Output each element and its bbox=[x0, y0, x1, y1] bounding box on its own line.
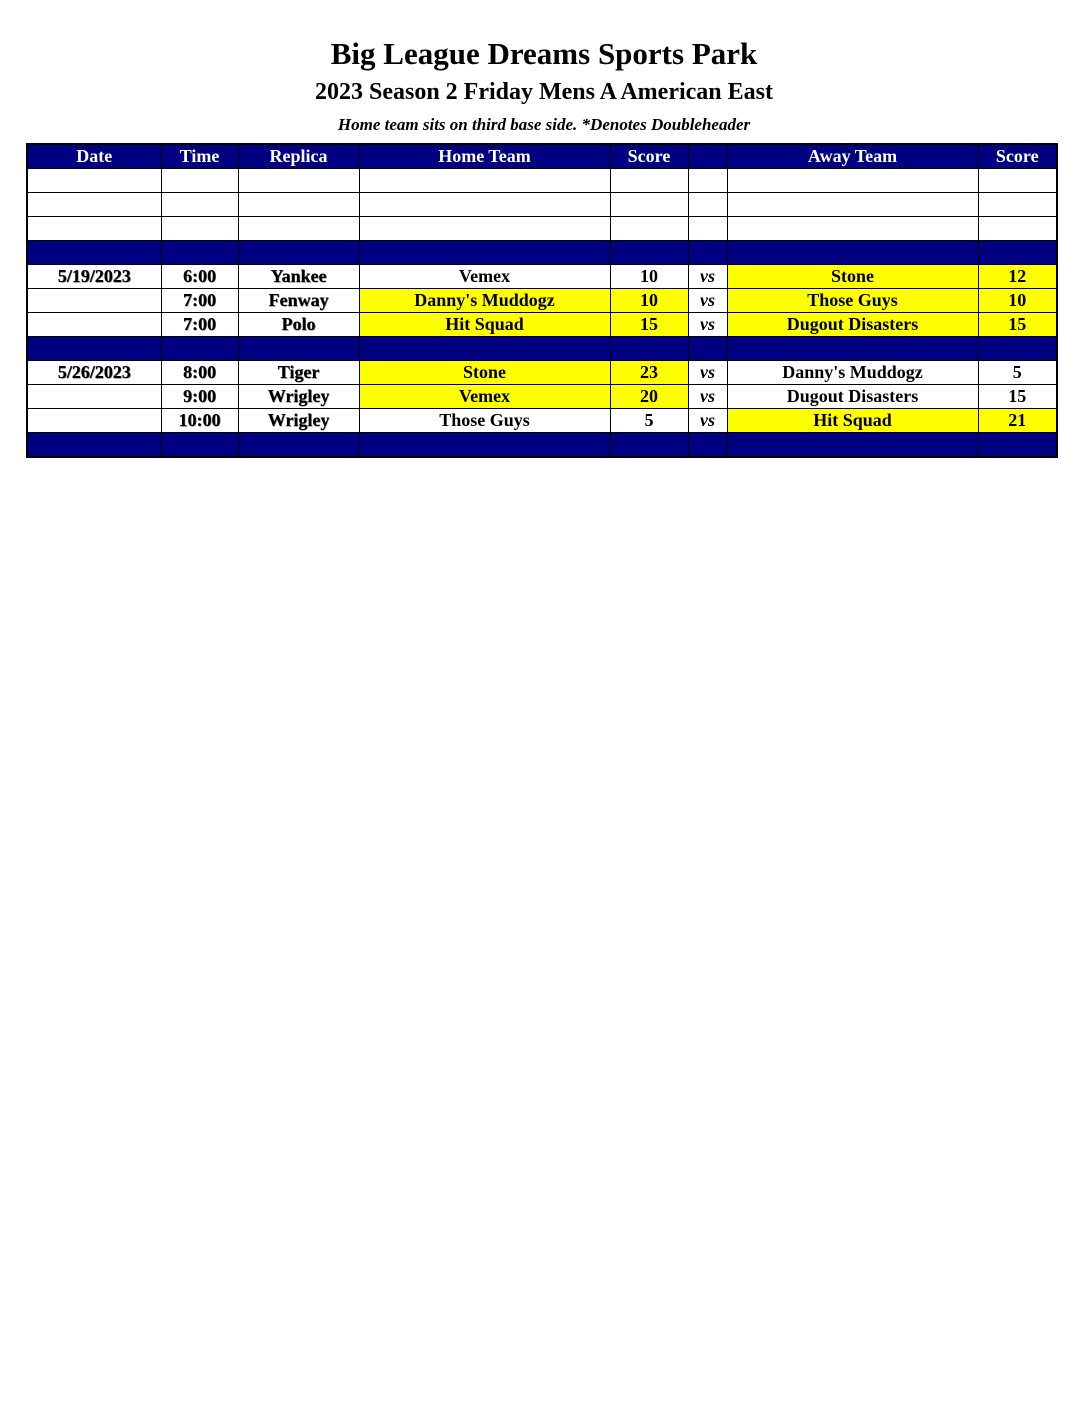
game-replica: Fenway bbox=[238, 289, 359, 313]
home-score: 5 bbox=[610, 409, 688, 433]
game-time: 7:00 bbox=[161, 313, 238, 337]
column-header-away-team: Away Team bbox=[727, 144, 978, 169]
away-score: 12 bbox=[978, 265, 1057, 289]
away-team: Danny's Muddogz bbox=[727, 361, 978, 385]
game-replica: Wrigley bbox=[238, 385, 359, 409]
home-team: Danny's Muddogz bbox=[359, 289, 610, 313]
home-team: Vemex bbox=[359, 385, 610, 409]
home-team: Stone bbox=[359, 361, 610, 385]
vs-label: vs bbox=[688, 385, 727, 409]
vs-label: vs bbox=[688, 361, 727, 385]
game-row bbox=[27, 265, 1057, 289]
schedule-table bbox=[26, 143, 1058, 458]
away-score: 21 bbox=[978, 409, 1057, 433]
away-team: Dugout Disasters bbox=[727, 385, 978, 409]
game-time: 7:00 bbox=[161, 289, 238, 313]
vs-label: vs bbox=[688, 265, 727, 289]
game-date bbox=[27, 409, 161, 433]
game-date: 5/26/2023 bbox=[27, 361, 161, 385]
vs-label: vs bbox=[688, 313, 727, 337]
separator-row bbox=[27, 433, 1057, 458]
column-header-vs bbox=[688, 144, 727, 169]
game-time: 10:00 bbox=[161, 409, 238, 433]
home-score: 15 bbox=[610, 313, 688, 337]
column-header-replica: Replica bbox=[238, 144, 359, 169]
game-date bbox=[27, 313, 161, 337]
game-time: 6:00 bbox=[161, 265, 238, 289]
schedule-subtitle: 2023 Season 2 Friday Mens A American East bbox=[314, 79, 773, 105]
game-row bbox=[27, 313, 1057, 337]
empty-row bbox=[27, 193, 1057, 217]
column-header-home-team: Home Team bbox=[359, 144, 610, 169]
game-date bbox=[27, 289, 161, 313]
away-score: 15 bbox=[978, 385, 1057, 409]
home-score: 10 bbox=[610, 265, 688, 289]
empty-row bbox=[27, 217, 1057, 241]
home-team: Those Guys bbox=[359, 409, 610, 433]
column-header-time: Time bbox=[161, 144, 238, 169]
game-row bbox=[27, 289, 1057, 313]
separator-row bbox=[27, 241, 1057, 265]
game-row bbox=[27, 385, 1057, 409]
away-score: 15 bbox=[978, 313, 1057, 337]
home-team: Hit Squad bbox=[359, 313, 610, 337]
away-team: Those Guys bbox=[727, 289, 978, 313]
home-score: 20 bbox=[610, 385, 688, 409]
game-replica: Polo bbox=[238, 313, 359, 337]
game-time: 8:00 bbox=[161, 361, 238, 385]
home-score: 10 bbox=[610, 289, 688, 313]
home-team: Vemex bbox=[359, 265, 610, 289]
game-replica: Tiger bbox=[238, 361, 359, 385]
away-score: 5 bbox=[978, 361, 1057, 385]
schedule-note: Home team sits on third base side. *Denotes Doubleheader bbox=[337, 115, 751, 134]
game-row bbox=[27, 361, 1057, 385]
home-score: 23 bbox=[610, 361, 688, 385]
column-header-date: Date bbox=[27, 144, 161, 169]
table-header-row bbox=[27, 144, 1057, 169]
page-title: Big League Dreams Sports Park bbox=[330, 36, 758, 71]
game-replica: Yankee bbox=[238, 265, 359, 289]
empty-row bbox=[27, 169, 1057, 193]
away-score: 10 bbox=[978, 289, 1057, 313]
vs-label: vs bbox=[688, 289, 727, 313]
game-time: 9:00 bbox=[161, 385, 238, 409]
vs-label: vs bbox=[688, 409, 727, 433]
game-date bbox=[27, 385, 161, 409]
away-team: Dugout Disasters bbox=[727, 313, 978, 337]
game-date: 5/19/2023 bbox=[27, 265, 161, 289]
away-team: Stone bbox=[727, 265, 978, 289]
away-team: Hit Squad bbox=[727, 409, 978, 433]
game-replica: Wrigley bbox=[238, 409, 359, 433]
separator-row bbox=[27, 337, 1057, 361]
column-header-home-score: Score bbox=[610, 144, 688, 169]
column-header-away-score: Score bbox=[978, 144, 1057, 169]
game-row bbox=[27, 409, 1057, 433]
